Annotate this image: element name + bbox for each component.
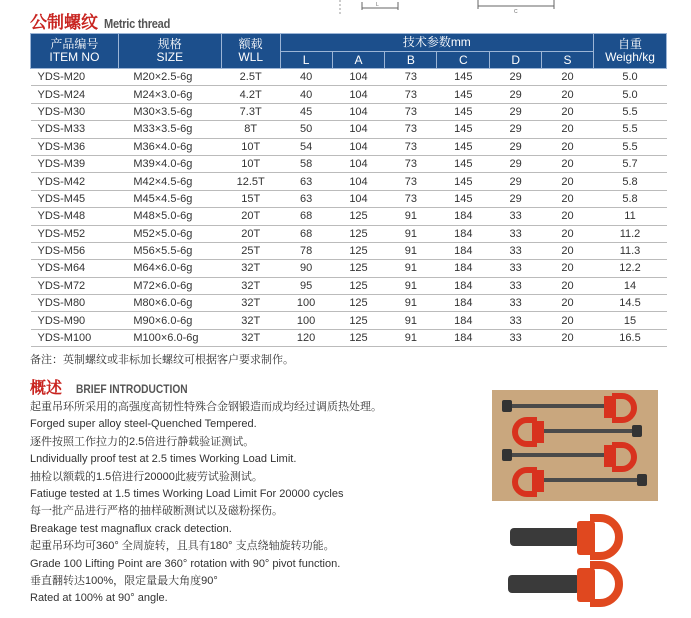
table-cell: 91 bbox=[385, 225, 437, 242]
table-cell: 15T bbox=[221, 190, 280, 207]
intro-line: Breakage test magnaflux crack detection. bbox=[30, 522, 232, 535]
table-cell: 11.3 bbox=[594, 242, 667, 259]
table-row bbox=[31, 329, 667, 346]
table-cell: 32T bbox=[221, 260, 280, 277]
table-cell: 125 bbox=[332, 312, 385, 329]
table-cell: M20×2.5-6g bbox=[118, 69, 221, 86]
table-cell: 104 bbox=[332, 121, 385, 138]
table-cell: 91 bbox=[385, 260, 437, 277]
table-cell: 16.5 bbox=[594, 329, 667, 346]
table-cell: 5.5 bbox=[594, 138, 667, 155]
table-cell: 33 bbox=[490, 225, 542, 242]
table-cell: 20 bbox=[542, 329, 594, 346]
table-cell: 20T bbox=[221, 225, 280, 242]
table-cell: 73 bbox=[385, 155, 437, 172]
table-cell: 5.5 bbox=[594, 121, 667, 138]
table-cell: 5.5 bbox=[594, 103, 667, 120]
table-cell: 125 bbox=[332, 208, 385, 225]
table-cell: M33×3.5-6g bbox=[118, 121, 221, 138]
table-cell: 54 bbox=[280, 138, 332, 155]
table-cell: 184 bbox=[437, 242, 490, 259]
table-row bbox=[31, 86, 667, 103]
table-cell: 29 bbox=[490, 173, 542, 190]
table-cell: 8T bbox=[221, 121, 280, 138]
table-cell: 20 bbox=[542, 208, 594, 225]
table-cell: 12.5T bbox=[221, 173, 280, 190]
product-photo-long-bolts bbox=[492, 390, 658, 501]
table-row bbox=[31, 138, 667, 155]
table-cell: 63 bbox=[280, 173, 332, 190]
note: 备注：英制螺纹或非标加长螺纹可根据客户要求制作。 bbox=[30, 354, 294, 366]
table-cell: 184 bbox=[437, 208, 490, 225]
table-cell: YDS-M20 bbox=[31, 69, 119, 86]
table-cell: 33 bbox=[490, 277, 542, 294]
table-cell: 91 bbox=[385, 312, 437, 329]
header-item: 产品编号 ITEM NO bbox=[31, 34, 119, 69]
table-cell: 33 bbox=[490, 260, 542, 277]
table-cell: 184 bbox=[437, 260, 490, 277]
table-cell: 104 bbox=[332, 86, 385, 103]
table-cell: 29 bbox=[490, 138, 542, 155]
intro-line: 每一批产品进行严格的抽样破断测试以及磁粉探伤。 bbox=[30, 505, 283, 518]
intro-line: Forged super alloy steel-Quenched Tempered. bbox=[30, 418, 257, 431]
table-cell: 10T bbox=[221, 155, 280, 172]
table-row bbox=[31, 225, 667, 242]
header-d: D bbox=[490, 52, 542, 69]
table-cell: 5.0 bbox=[594, 86, 667, 103]
intro-line: 起重吊环均可360° 全周旋转，且具有180° 支点绕轴旋转功能。 bbox=[30, 540, 335, 553]
table-cell: 95 bbox=[280, 277, 332, 294]
table-cell: 125 bbox=[332, 242, 385, 259]
table-cell: YDS-M100 bbox=[31, 329, 119, 346]
dim-label-l: L bbox=[376, 2, 379, 8]
table-cell: 2.5T bbox=[221, 69, 280, 86]
table-cell: 10T bbox=[221, 138, 280, 155]
intro-line: 垂直翻转达100%，限定量最大角度90° bbox=[30, 575, 218, 588]
dim-label-c: C bbox=[514, 9, 518, 14]
table-cell: 104 bbox=[332, 155, 385, 172]
table-cell: 20 bbox=[542, 155, 594, 172]
table-cell: 73 bbox=[385, 138, 437, 155]
intro-line: 起重吊环所采用的高强度高韧性特殊合金钢锻造而成均经过调质热处理。 bbox=[30, 401, 382, 413]
table-cell: 20 bbox=[542, 312, 594, 329]
table-cell: 20 bbox=[542, 69, 594, 86]
table-cell: 4.2T bbox=[221, 86, 280, 103]
table-cell: 104 bbox=[332, 103, 385, 120]
table-cell: 11 bbox=[594, 208, 667, 225]
table-cell: 73 bbox=[385, 86, 437, 103]
table-row bbox=[31, 103, 667, 120]
table-cell: 145 bbox=[437, 173, 490, 190]
table-row bbox=[31, 121, 667, 138]
section-title: 公制螺纹 Metric thread bbox=[30, 13, 171, 32]
table-cell: YDS-M56 bbox=[31, 242, 119, 259]
table-row bbox=[31, 173, 667, 190]
intro-line: Fatiuge tested at 1.5 times Working Load Limit For 20000 cycles bbox=[30, 488, 344, 501]
table-cell: 29 bbox=[490, 155, 542, 172]
table-cell: YDS-M42 bbox=[31, 173, 119, 190]
table-cell: 100 bbox=[280, 312, 332, 329]
table-cell: 145 bbox=[437, 138, 490, 155]
table-cell: YDS-M52 bbox=[31, 225, 119, 242]
table-cell: 20 bbox=[542, 173, 594, 190]
table-cell: 145 bbox=[437, 103, 490, 120]
table-cell: M56×5.5-6g bbox=[118, 242, 221, 259]
table-cell: 32T bbox=[221, 277, 280, 294]
header-tech: 技术参数mm bbox=[280, 34, 593, 52]
table-cell: M80×6.0-6g bbox=[118, 295, 221, 312]
table-cell: YDS-M72 bbox=[31, 277, 119, 294]
table-cell: 5.7 bbox=[594, 155, 667, 172]
table-cell: 20 bbox=[542, 277, 594, 294]
table-cell: 78 bbox=[280, 242, 332, 259]
table-cell: 120 bbox=[280, 329, 332, 346]
table-row bbox=[31, 155, 667, 172]
table-cell: 29 bbox=[490, 103, 542, 120]
table-cell: 184 bbox=[437, 329, 490, 346]
table-cell: M64×6.0-6g bbox=[118, 260, 221, 277]
table-cell: 184 bbox=[437, 312, 490, 329]
intro-text bbox=[30, 399, 382, 608]
table-cell: YDS-M39 bbox=[31, 155, 119, 172]
table-cell: 104 bbox=[332, 69, 385, 86]
table-cell: 125 bbox=[332, 277, 385, 294]
intro-line: Rated at 100% at 90° angle. bbox=[30, 592, 168, 605]
table-cell: 91 bbox=[385, 277, 437, 294]
table-row bbox=[31, 242, 667, 259]
table-cell: 104 bbox=[332, 190, 385, 207]
table-cell: 20 bbox=[542, 260, 594, 277]
table-cell: YDS-M48 bbox=[31, 208, 119, 225]
table-cell: 20 bbox=[542, 121, 594, 138]
table-cell: 11.2 bbox=[594, 225, 667, 242]
table-cell: YDS-M45 bbox=[31, 190, 119, 207]
table-cell: 125 bbox=[332, 329, 385, 346]
table-cell: 20 bbox=[542, 138, 594, 155]
table-row bbox=[31, 312, 667, 329]
table-row bbox=[31, 260, 667, 277]
dimension-drawing-fragment bbox=[330, 0, 570, 14]
table-cell: 73 bbox=[385, 103, 437, 120]
header-c: C bbox=[437, 52, 490, 69]
table-cell: 145 bbox=[437, 155, 490, 172]
table-cell: 58 bbox=[280, 155, 332, 172]
table-cell: 12.2 bbox=[594, 260, 667, 277]
intro-line: 抽检以额载的1.5倍进行20000此疲劳试验测试。 bbox=[30, 470, 263, 483]
table-cell: 91 bbox=[385, 295, 437, 312]
table-cell: YDS-M30 bbox=[31, 103, 119, 120]
table-cell: 7.3T bbox=[221, 103, 280, 120]
table-cell: 68 bbox=[280, 225, 332, 242]
table-cell: 20 bbox=[542, 225, 594, 242]
table-cell: 100 bbox=[280, 295, 332, 312]
table-cell: 33 bbox=[490, 312, 542, 329]
table-cell: 184 bbox=[437, 295, 490, 312]
table-cell: 45 bbox=[280, 103, 332, 120]
table-cell: 33 bbox=[490, 295, 542, 312]
table-cell: 73 bbox=[385, 121, 437, 138]
table-cell: 73 bbox=[385, 173, 437, 190]
table-row bbox=[31, 208, 667, 225]
table-cell: M36×4.0-6g bbox=[118, 138, 221, 155]
table-cell: 32T bbox=[221, 312, 280, 329]
table-cell: 91 bbox=[385, 208, 437, 225]
table-cell: 20 bbox=[542, 295, 594, 312]
table-cell: 33 bbox=[490, 329, 542, 346]
table-cell: 33 bbox=[490, 242, 542, 259]
table-cell: 104 bbox=[332, 138, 385, 155]
header-s: S bbox=[542, 52, 594, 69]
table-cell: 14.5 bbox=[594, 295, 667, 312]
table-cell: 29 bbox=[490, 86, 542, 103]
table-cell: 20 bbox=[542, 103, 594, 120]
table-cell: 68 bbox=[280, 208, 332, 225]
table-row bbox=[31, 277, 667, 294]
table-cell: 73 bbox=[385, 190, 437, 207]
spec-table bbox=[30, 33, 667, 347]
header-wll: 额载 WLL bbox=[221, 34, 280, 69]
table-cell: 145 bbox=[437, 69, 490, 86]
table-cell: 20 bbox=[542, 242, 594, 259]
table-cell: 145 bbox=[437, 86, 490, 103]
table-cell: 91 bbox=[385, 329, 437, 346]
table-cell: M45×4.5-6g bbox=[118, 190, 221, 207]
table-cell: 25T bbox=[221, 242, 280, 259]
table-cell: 5.8 bbox=[594, 173, 667, 190]
table-cell: 33 bbox=[490, 208, 542, 225]
table-cell: 40 bbox=[280, 69, 332, 86]
table-cell: M24×3.0-6g bbox=[118, 86, 221, 103]
table-row bbox=[31, 190, 667, 207]
table-cell: M52×5.0-6g bbox=[118, 225, 221, 242]
table-cell: M100×6.0-6g bbox=[118, 329, 221, 346]
table-cell: 91 bbox=[385, 242, 437, 259]
table-cell: M30×3.5-6g bbox=[118, 103, 221, 120]
table-cell: YDS-M36 bbox=[31, 138, 119, 155]
header-a: A bbox=[332, 52, 385, 69]
table-cell: 73 bbox=[385, 69, 437, 86]
table-cell: 125 bbox=[332, 225, 385, 242]
table-cell: 20T bbox=[221, 208, 280, 225]
table-cell: 40 bbox=[280, 86, 332, 103]
table-cell: M42×4.5-6g bbox=[118, 173, 221, 190]
table-row bbox=[31, 295, 667, 312]
header-b: B bbox=[385, 52, 437, 69]
intro-line: Lndividually proof test at 2.5 times Working Load Limit. bbox=[30, 453, 297, 466]
table-cell: YDS-M80 bbox=[31, 295, 119, 312]
table-cell: 63 bbox=[280, 190, 332, 207]
table-cell: 50 bbox=[280, 121, 332, 138]
table-cell: 5.0 bbox=[594, 69, 667, 86]
table-cell: 15 bbox=[594, 312, 667, 329]
table-cell: 90 bbox=[280, 260, 332, 277]
table-cell: 184 bbox=[437, 277, 490, 294]
table-cell: YDS-M90 bbox=[31, 312, 119, 329]
table-cell: M48×5.0-6g bbox=[118, 208, 221, 225]
table-cell: M90×6.0-6g bbox=[118, 312, 221, 329]
table-cell: 29 bbox=[490, 121, 542, 138]
table-cell: 104 bbox=[332, 173, 385, 190]
table-cell: YDS-M24 bbox=[31, 86, 119, 103]
intro-line: 逐件按照工作拉力的2.5倍进行静载验证测试。 bbox=[30, 435, 255, 448]
table-cell: 14 bbox=[594, 277, 667, 294]
product-photo-short-bolts bbox=[505, 513, 630, 613]
header-weight: 自重 Weigh/kg bbox=[594, 34, 667, 69]
table-cell: 32T bbox=[221, 329, 280, 346]
table-cell: 20 bbox=[542, 190, 594, 207]
table-cell: 5.8 bbox=[594, 190, 667, 207]
table-cell: 32T bbox=[221, 295, 280, 312]
table-cell: M72×6.0-6g bbox=[118, 277, 221, 294]
table-cell: 125 bbox=[332, 260, 385, 277]
table-cell: 29 bbox=[490, 190, 542, 207]
table-cell: 20 bbox=[542, 86, 594, 103]
table-cell: 125 bbox=[332, 295, 385, 312]
intro-line: Grade 100 Lifting Point are 360° rotation with 90° pivot function. bbox=[30, 557, 341, 570]
header-l: L bbox=[280, 52, 332, 69]
table-cell: 184 bbox=[437, 225, 490, 242]
table-cell: 145 bbox=[437, 121, 490, 138]
header-size: 规格 SIZE bbox=[118, 34, 221, 69]
table-cell: YDS-M33 bbox=[31, 121, 119, 138]
table-row bbox=[31, 69, 667, 86]
table-cell: M39×4.0-6g bbox=[118, 155, 221, 172]
intro-title: 概述 BRIEF INTRODUCTION bbox=[30, 380, 188, 397]
table-cell: 29 bbox=[490, 69, 542, 86]
table-cell: YDS-M64 bbox=[31, 260, 119, 277]
table-cell: 145 bbox=[437, 190, 490, 207]
